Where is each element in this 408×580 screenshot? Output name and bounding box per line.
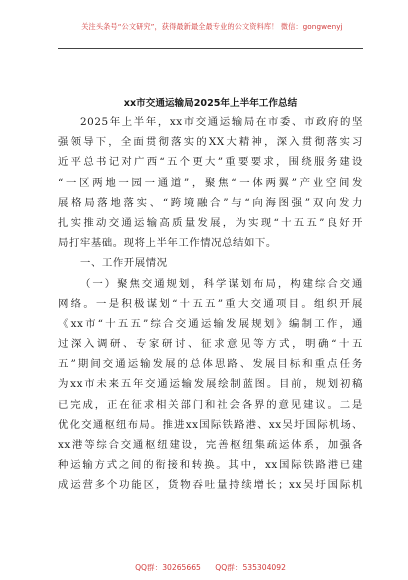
body-line: （一）聚焦交通规划，科学谋划布局，构建综合交通: [80, 277, 363, 290]
footer-qq-group-1: QQ群：30265665: [135, 563, 201, 572]
body-line: 近平总书记对广西“五个更大”重要要求，围绕服务建设: [58, 156, 363, 169]
document-title: xx市交通运输局2025年上半年工作总结: [123, 98, 298, 109]
body-line: 展格局落地落实、“跨境融合”与“向海图强”双向发力: [58, 196, 363, 209]
body-line: 已完成，正在征求相关部门和社会各界的意见建议。二是: [58, 398, 363, 411]
body-line: “一区两地一园一通道”，聚焦“一体两翼”产业空间发: [58, 176, 363, 189]
body-line: 网络。一是积极谋划“十五五”重大交通项目。组织开展: [58, 297, 363, 310]
header-divider: [58, 48, 363, 49]
body-line: 局打牢基础。现将上半年工作情况总结如下。: [58, 237, 277, 250]
body-line: 为xx市未来五年交通运输发展绘制蓝图。目前，规划初稿: [58, 378, 363, 391]
document-body: [58, 112, 363, 496]
body-line: 优化交通枢纽布局。推进xx国际铁路港、xx吴圩国际机场、: [58, 418, 363, 431]
section-heading: 一、工作开展情况: [80, 257, 168, 270]
body-line: 成运营多个功能区，货物吞吐量持续增长；xx吴圩国际机: [58, 479, 363, 492]
body-line: 强领导下，全面贯彻落实的XX大精神，深入贯彻落实习: [58, 136, 363, 149]
body-line: 五”期间交通运输发展的总体思路、发展目标和重点任务: [58, 358, 363, 371]
footer-contact: [58, 562, 363, 573]
header-banner: 关注头条号“公文研究”，获得最新最全最专业的公文资料库！ 微信：gongwenyj: [81, 22, 343, 31]
body-line: 种运输方式之间的衔接和转换。其中，xx国际铁路港已建: [58, 459, 363, 472]
body-line: 过深入调研、专家研讨、征求意见等方式，明确“十五: [58, 338, 363, 351]
body-line: xx港等综合交通枢纽建设，完善枢纽集疏运体系，加强各: [58, 439, 363, 451]
body-line: 《xx市“十五五”综合交通运输发展规划》编制工作，通: [58, 317, 363, 330]
body-line: 2025年上半年，xx市交通运输局在市委、市政府的坚: [80, 116, 363, 128]
footer-qq-group-2: QQ群：535304092: [215, 563, 286, 572]
body-line: 扎实推动交通运输高质量发展，为实现“十五五”良好开: [58, 216, 363, 229]
